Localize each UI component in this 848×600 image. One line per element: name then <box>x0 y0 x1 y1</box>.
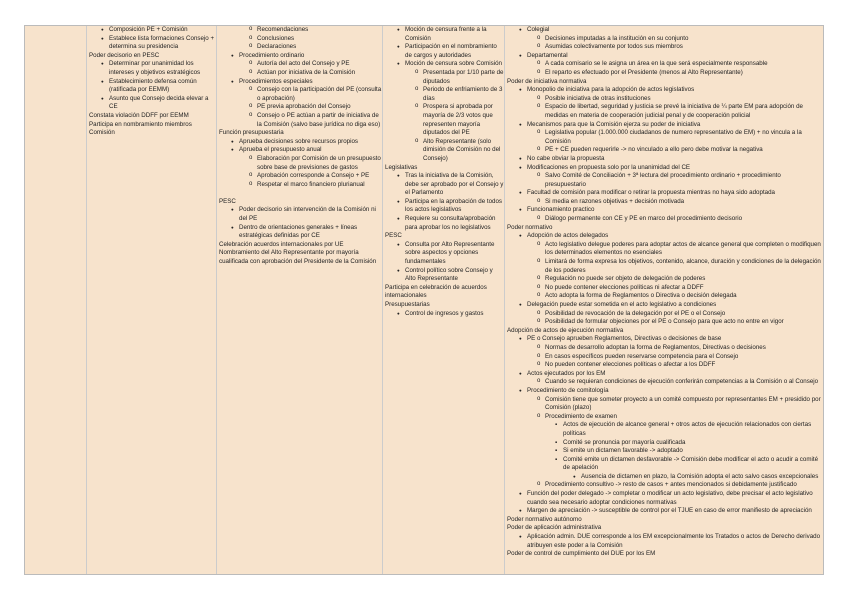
column-5-list <box>505 26 823 559</box>
item-text: Tras la iniciativa de la Comisión, debe ser aprobado por el Consejo y el Parlamento <box>405 172 504 197</box>
list-item <box>505 301 823 310</box>
list-item <box>505 206 823 215</box>
item-text: Control de ingresos y gastos <box>405 309 484 317</box>
list-item <box>505 86 823 95</box>
list-item <box>87 60 216 77</box>
list-item <box>505 318 823 327</box>
list-item <box>505 241 823 258</box>
item-text: Moción de censura sobre Comisión <box>405 60 502 68</box>
item-text: Funcionamiento practico <box>527 206 595 214</box>
item-text: A cada comisario se le asigna un área en la que será especialmente responsable <box>545 60 768 68</box>
item-text: Procedimiento ordinario <box>239 51 305 59</box>
column-4 <box>383 26 505 574</box>
item-text: PE o Consejo aprueben Reglamentos, Directivas o decisiones de base <box>527 335 722 343</box>
item-text: Diálogo permanente con CE y PE en marco del procedimiento decisorio <box>545 215 743 223</box>
section-heading <box>505 516 823 525</box>
item-text: Espacio de libertad, seguridad y justicia se prevé la iniciativa de ¼ parte EM para adopción de medidas en materia de cooperación judicial penal y de cooperación policial <box>545 103 803 119</box>
list-item <box>505 95 823 104</box>
item-text: No cabe obviar la propuesta <box>527 154 605 162</box>
section-heading <box>217 189 382 198</box>
item-text: No pueden contener elecciones políticas o afectar a los DDFF <box>545 361 716 369</box>
item-text: Participa en la aprobación de todos los actos legislativos <box>405 197 503 214</box>
item-text: PE + CE pueden requerirle -> no vinculado a ello pero debe motivar la negativa <box>545 146 763 154</box>
list-item <box>505 129 823 146</box>
item-text: Celebración acuerdos internacionales por UE <box>219 240 344 248</box>
item-text: Si media en razones objetivas + decisión motivada <box>545 197 685 205</box>
item-text: Poder decisorio en PESC <box>89 51 160 59</box>
item-text: Composición PE + Comisión <box>109 26 188 33</box>
item-text: Poder normativo <box>507 223 553 231</box>
list-item <box>383 172 504 198</box>
item-text: Posibilidad de formular objeciones por el PE o Consejo para que acto no entre en vigor <box>545 318 784 326</box>
item-text: Adopción de actos de ejecución normativa <box>507 326 624 334</box>
item-text: PESC <box>385 232 402 240</box>
column-5 <box>505 26 823 574</box>
item-text: Legislativas <box>385 163 418 171</box>
item-text: Establecimiento defensa común (ratificada por EEMM) <box>109 77 197 94</box>
list-item <box>505 361 823 370</box>
item-text: Legislativa popular (1.000.000 ciudadanos de numero representativo de EM) + no vincula a la Comisión <box>545 129 802 145</box>
list-item <box>383 198 504 215</box>
item-text: Recomendaciones <box>257 26 309 33</box>
list-item <box>505 413 823 422</box>
item-text: Departamental <box>527 51 568 59</box>
list-item <box>217 35 382 44</box>
section-heading <box>505 78 823 87</box>
item-text: PESC <box>219 197 236 205</box>
item-text: Si emite un dictamen favorable -> adoptado <box>563 447 683 455</box>
list-item <box>505 370 823 379</box>
list-item <box>505 275 823 284</box>
list-item <box>505 456 823 473</box>
item-text: Actos ejecutados por los EM <box>527 369 606 377</box>
list-item <box>383 43 504 60</box>
list-item <box>383 267 504 284</box>
item-text: Asunto que Consejo decida elevar a CE <box>109 94 209 111</box>
item-text: Poder de control de cumplimiento del DUE por los EM <box>507 550 656 558</box>
item-text: Modificaciones en propuesta solo por la unanimidad del CE <box>527 163 691 171</box>
list-item <box>383 26 504 43</box>
item-text: Actúan por iniciativa de la Comisión <box>257 68 356 76</box>
list-item <box>505 232 823 241</box>
item-text: Participa en celebración de acuerdos internacionales <box>385 283 487 300</box>
item-text: Función del poder delegado -> completar o modificar un acto legislativo, debe precisar el acto legislativo cuando sea necesario adoptar condiciones normativas <box>527 490 813 506</box>
section-heading <box>217 129 382 138</box>
item-text: Prospera si aprobada por mayoría de 2/3 votos que representen mayoría diputados del PE <box>423 103 493 137</box>
item-text: Consejo o PE actúan a partir de iniciativa de la Comisión (salvo base jurídica no diga eso) <box>257 111 381 128</box>
item-text: Conclusiones <box>257 34 295 42</box>
notes-table <box>24 25 824 575</box>
item-text: Aprueba el presupuesto anual <box>239 146 322 154</box>
list-item <box>383 103 504 137</box>
item-text: El reparto es efectuado por el Presidente (menos al Alto Representante) <box>545 68 743 76</box>
item-text: En casos específicos pueden reservarse competencia para el Consejo <box>545 352 739 360</box>
list-item <box>505 189 823 198</box>
column-3 <box>217 26 383 574</box>
list-item <box>87 95 216 112</box>
item-text: Comité se pronuncia por mayoría cualificada <box>563 438 686 446</box>
list-item <box>505 481 823 490</box>
list-item <box>217 69 382 78</box>
item-text: Requiere su consulta/aprobación para aprobar los no legislativos <box>405 215 496 231</box>
item-text: Comisión tiene que someter proyecto a un comité compuesto por representantes EM + presidido por Comisión (plazo) <box>545 395 821 412</box>
column-2 <box>87 26 217 574</box>
item-text: Poder normativo autónomo <box>507 515 582 523</box>
section-heading <box>505 524 823 533</box>
item-text: Presentada por 1/10 parte de diputados <box>423 68 504 85</box>
list-item <box>505 146 823 155</box>
list-item <box>505 103 823 120</box>
item-text: Consejo con la participación del PE (consulta o aprobación) <box>257 86 382 102</box>
item-text: Periodo de enfriamiento de 3 días <box>423 86 503 102</box>
item-text: Ausencia de dictamen en plazo, la Comisión adopta el acto salvo casos excepcionales <box>581 472 819 480</box>
item-text: Comité emite un dictamen desfavorable -> Comisión debe modificar el acto o acudir a comité de apelación <box>563 455 819 472</box>
section-heading <box>383 284 504 301</box>
section-heading <box>87 121 216 138</box>
item-text: Procedimientos especiales <box>239 77 313 85</box>
list-item <box>505 473 823 482</box>
item-text: Declaraciones <box>257 43 297 51</box>
item-text: Determinar por unanimidad los intereses y objetivos estratégicos <box>109 60 201 76</box>
column-3-list <box>217 26 382 267</box>
item-text: Colegial <box>527 26 550 33</box>
list-item <box>505 335 823 344</box>
item-text: Moción de censura frente a la Comisión <box>405 26 487 42</box>
item-text: Delegación puede estar sometida en el acto legislativo a condiciones <box>527 301 717 308</box>
list-item <box>505 35 823 44</box>
column-1 <box>25 26 87 574</box>
item-text: Posible iniciativa de otras instituciones <box>545 94 651 102</box>
item-text: Constata violación DDFF por EEMM <box>89 111 189 119</box>
section-heading <box>87 52 216 61</box>
list-item <box>505 344 823 353</box>
item-text: Función presupuestaria <box>219 129 284 137</box>
list-item <box>505 26 823 35</box>
item-text: Procedimiento de comitología <box>527 386 609 394</box>
item-text: Aplicación admin. DUE corresponde a los EM excepcionalmente los Tratados o actos de Derecho derivado atribuyen este poder a la Comisión <box>527 533 821 549</box>
item-text: Limitará de forma expresa los objetivos, contenido, alcance, duración y condiciones de la delegación de los poderes <box>545 258 821 274</box>
list-item <box>505 198 823 207</box>
section-heading <box>383 301 504 310</box>
list-item <box>217 138 382 147</box>
list-item <box>217 181 382 190</box>
list-item <box>383 215 504 232</box>
list-item <box>87 35 216 52</box>
list-item <box>505 507 823 516</box>
item-text: PE previa aprobación del Consejo <box>257 103 351 111</box>
list-item <box>505 121 823 130</box>
list-item <box>505 172 823 189</box>
item-text: Poder decisorio sin intervención de la Comisión ni del PE <box>239 206 376 223</box>
list-item <box>217 86 382 103</box>
item-text: Participación en el nombramiento de cargos y autoridades <box>405 43 497 59</box>
list-item <box>383 86 504 103</box>
list-item <box>505 164 823 173</box>
list-item <box>505 215 823 224</box>
list-item <box>505 378 823 387</box>
item-text: Autoría del acto del Consejo y PE <box>257 60 350 68</box>
item-text: Cuando se requieran condiciones de ejecución conferirán competencias a la Comisión o al Consejo <box>545 378 819 386</box>
item-text: Adopción de actos delegados <box>527 232 609 240</box>
section-heading <box>87 112 216 121</box>
list-item <box>505 533 823 550</box>
list-item <box>505 421 823 438</box>
list-item <box>217 155 382 172</box>
section-heading <box>505 327 823 336</box>
item-text: Alto Representante (solo dimisión de Comisión no del Consejo) <box>423 137 501 162</box>
list-item <box>505 155 823 164</box>
item-text: Mecanismos para que la Comisión ejerza su poder de iniciativa <box>527 120 701 128</box>
list-item <box>383 69 504 86</box>
list-item <box>505 292 823 301</box>
item-text: Presupuestarias <box>385 301 430 308</box>
list-item <box>505 387 823 396</box>
item-text: Normas de desarrollo adoptan la forma de Reglamentos, Directivas o decisiones <box>545 343 766 351</box>
section-heading <box>217 241 382 250</box>
item-text: Margen de apreciación -> susceptible de control por el TJUE en caso de error manifiesto de apreciación <box>527 507 812 515</box>
item-text: Poder de aplicación administrativa <box>507 524 602 532</box>
section-heading <box>383 164 504 173</box>
list-item <box>505 258 823 275</box>
item-text: Dentro de orientaciones generales + líneas estratégicas definidas por CE <box>239 223 358 240</box>
item-text: Actos de ejecución de alcance general + otros actos de ejecución relacionados con ciertas políticas <box>563 421 812 437</box>
list-item <box>505 447 823 456</box>
list-item <box>217 224 382 241</box>
item-text: Participa en nombramiento miembros Comisión <box>89 120 192 137</box>
item-text: Decisiones imputadas a la institución en su conjunto <box>545 34 689 42</box>
list-item <box>505 490 823 507</box>
item-text: No puede contener elecciones políticas ni afectar a DDFF <box>545 283 704 291</box>
item-text: Aprobación corresponde a Consejo + PE <box>257 172 370 180</box>
list-item <box>217 112 382 129</box>
item-text: Control político sobre Consejo y Alto Representante <box>405 266 493 283</box>
item-text: Procedimiento consultivo -> resto de casos + antes mencionados si debidamente justificado <box>545 481 797 489</box>
item-text: Facultad de comisión para modificar o retirar la propuesta mientras no haya sido adoptada <box>527 189 775 197</box>
list-item <box>217 60 382 69</box>
item-text: Acto adopta la forma de Reglamentos o Directiva o decisión delegada <box>545 292 737 300</box>
list-item <box>217 146 382 155</box>
item-text: Monopolio de iniciativa para la adopción de actos legislativos <box>527 86 695 94</box>
list-item <box>217 52 382 61</box>
item-text: Poder de iniciativa normativa <box>507 77 587 85</box>
column-4-list <box>383 26 504 318</box>
item-text: Respetar el marco financiero plurianual <box>257 180 365 188</box>
list-item <box>505 52 823 61</box>
list-item <box>505 284 823 293</box>
list-item <box>217 26 382 35</box>
list-item <box>217 78 382 87</box>
list-item <box>505 60 823 69</box>
list-item <box>505 43 823 52</box>
list-item <box>505 69 823 78</box>
list-item <box>217 43 382 52</box>
list-item <box>505 310 823 319</box>
list-item <box>87 78 216 95</box>
list-item <box>217 103 382 112</box>
list-item <box>505 439 823 448</box>
item-text: Posibilidad de revocación de la delegación por el PE o el Consejo <box>545 309 726 317</box>
list-item <box>383 60 504 69</box>
list-item <box>217 206 382 223</box>
list-item <box>505 353 823 362</box>
item-text: Aprueba decisiones sobre recursos propios <box>239 137 359 145</box>
item-text: Salvo Comité de Conciliación + 3ª lectura del procedimiento ordinario + procedimiento presupuestario <box>545 172 781 188</box>
section-heading <box>217 249 382 266</box>
item-text: Procedimiento de examen <box>545 412 617 420</box>
item-text: Nombramiento del Alto Representante por mayoría cualificada con aprobación del Presidente de la Comisión <box>219 249 377 266</box>
section-heading <box>217 198 382 207</box>
list-item <box>383 310 504 319</box>
list-item <box>383 138 504 164</box>
list-item <box>87 26 216 35</box>
item-text: Elaboración por Comisión de un presupuesto sobre base de previsiones de gastos <box>257 154 381 171</box>
list-item <box>505 396 823 413</box>
list-item <box>217 172 382 181</box>
item-text: Regulación no puede ser objeto de delegación de poderes <box>545 275 706 283</box>
section-heading <box>505 224 823 233</box>
item-text: Establece lista formaciones Consejo + determina su presidencia <box>109 34 215 51</box>
section-heading <box>505 550 823 559</box>
item-text: Acto legislativo delegue poderes para adoptar actos de alcance general que completen o modifiquen los determinados elementos no esenciales <box>545 240 821 257</box>
list-item <box>383 241 504 267</box>
item-text: Asumidas colectivamente por todos sus miembros <box>545 43 683 51</box>
item-text: Consulta por Alto Representante sobre aspectos y opciones fundamentales <box>405 240 495 266</box>
section-heading <box>383 232 504 241</box>
column-2-list <box>87 26 216 138</box>
